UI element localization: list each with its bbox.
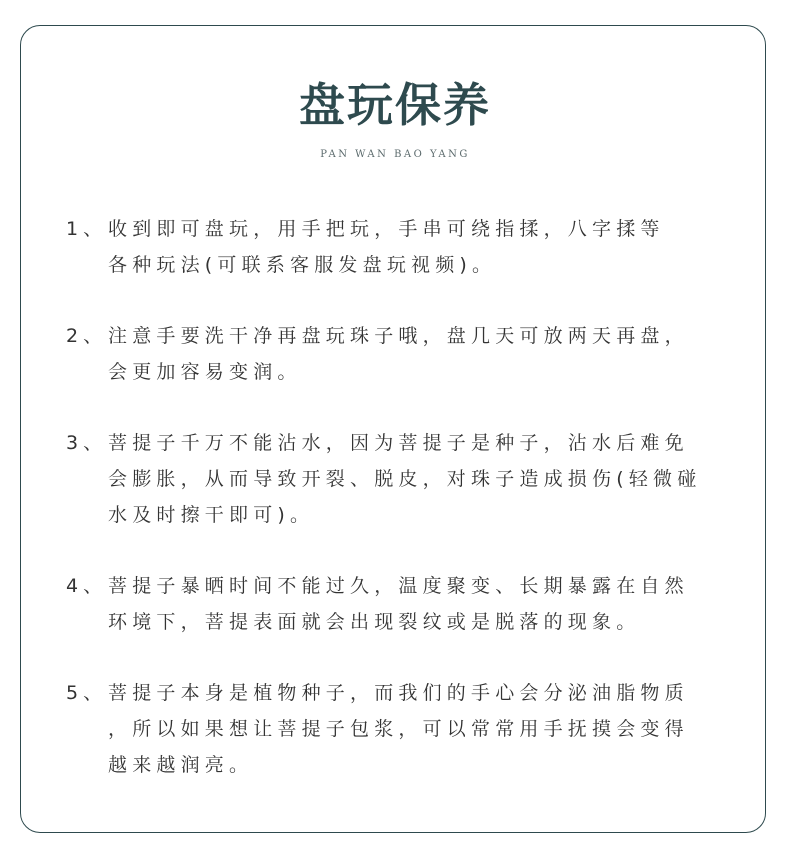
item-text: 菩提子本身是植物种子，而我们的手心会分泌油脂物质 ，所以如果想让菩提子包浆，可以常常用手抚摸会变得 越来越润亮。 [108,682,689,776]
item-text: 菩提子暴晒时间不能过久，温度聚变、长期暴露在自然 环境下，菩提表面就会出现裂纹或是脱落的现象。 [108,575,689,633]
item-text: 注意手要洗干净再盘玩珠子哦，盘几天可放两天再盘， 会更加容易变润。 [108,325,689,383]
item-text: 菩提子千万不能沾水，因为菩提子是种子，沾水后难免 会膨胀，从而导致开裂、脱皮，对珠子造成损伤(轻微碰 水及时擦干即可)。 [108,432,702,526]
list-item [66,425,756,533]
item-number: 2、 [66,325,108,347]
page-title: 盘玩保养 [299,78,491,132]
item-text: 收到即可盘玩，用手把玩，手串可绕指揉，八字揉等 各种玩法(可联系客服发盘玩视频)。 [108,218,665,276]
item-number: 5、 [66,682,108,704]
list-item [66,211,756,283]
item-number: 4、 [66,575,108,597]
page-subtitle: PAN WAN BAO YANG [320,149,470,160]
list-item [66,318,756,390]
list-item [66,675,756,783]
care-instructions-list [66,211,756,818]
item-number: 3、 [66,432,108,454]
item-number: 1、 [66,218,108,240]
list-item [66,568,756,640]
